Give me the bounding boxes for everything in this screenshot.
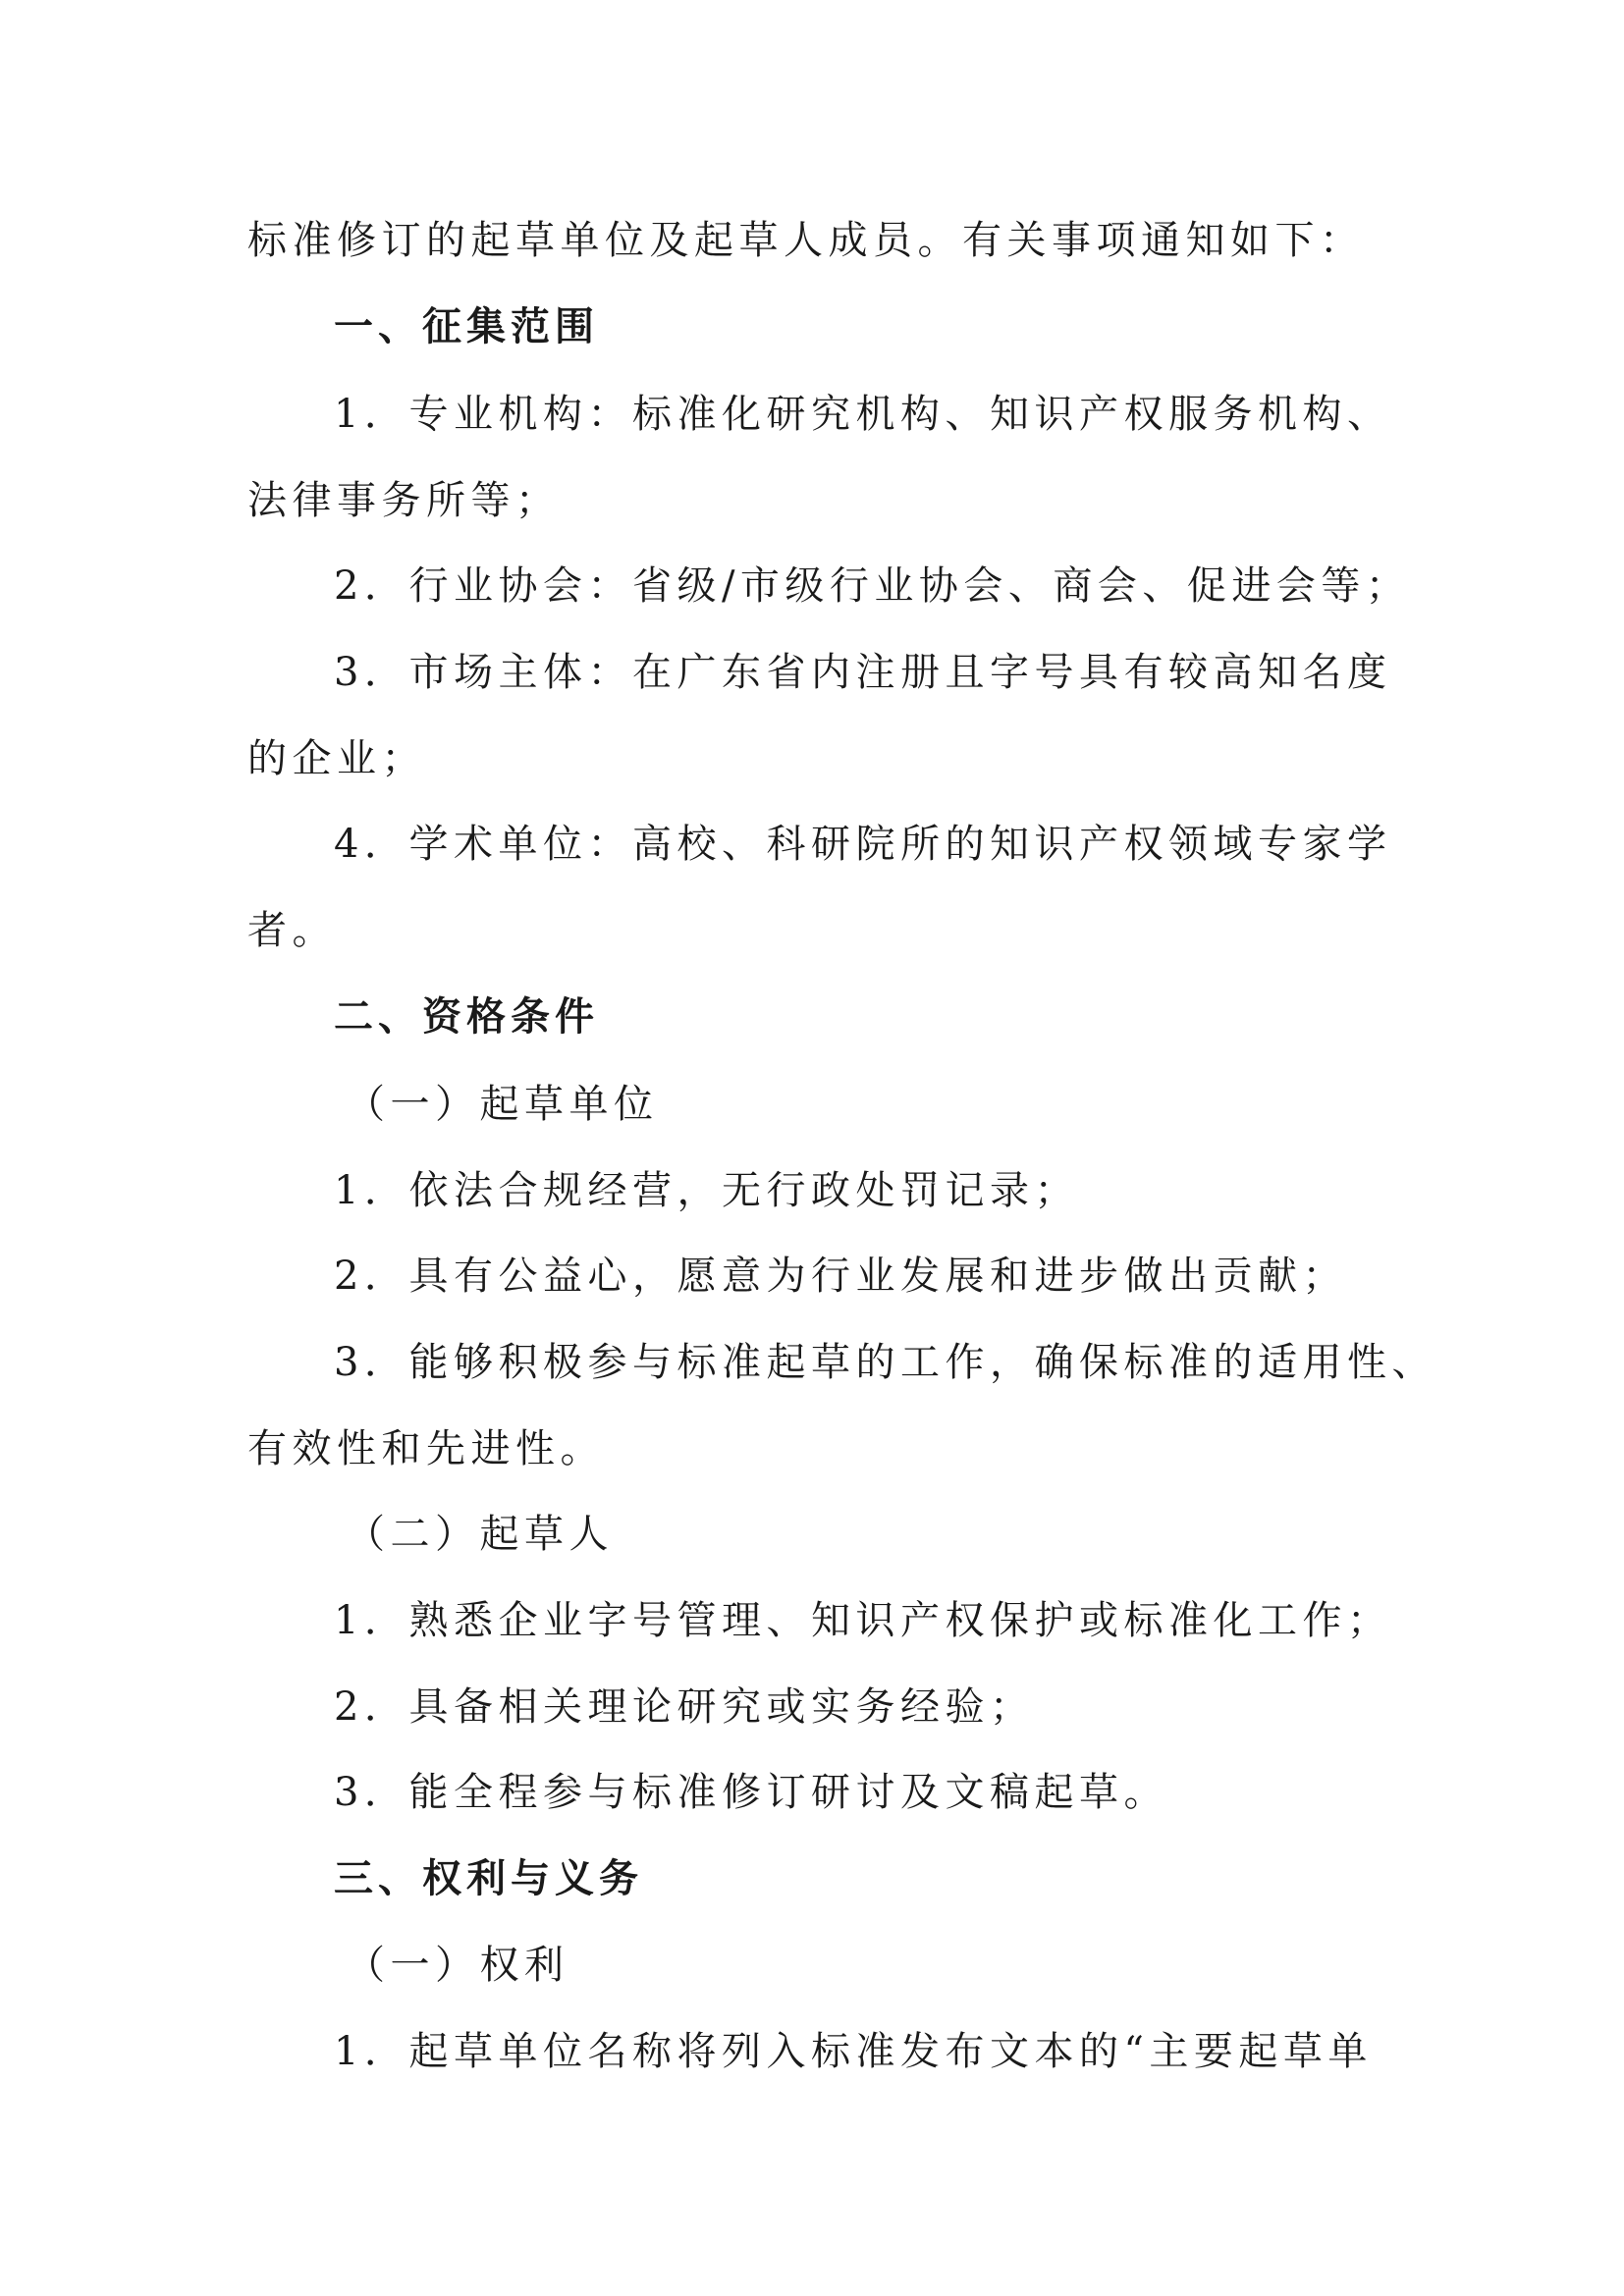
list-item-2-1-2: 2．具有公益心，愿意为行业发展和进步做出贡献； (334, 1254, 1347, 1299)
section-heading-1: 一、征集范围 (334, 304, 599, 349)
list-item-2-2-3: 3．能全程参与标准修订研讨及文稿起草。 (334, 1770, 1168, 1815)
list-item-3-1-1: 1．起草单位名称将列入标准发布文本的“主要起草单 (334, 2029, 1373, 2074)
list-item-2-2-2: 2．具备相关理论研究或实务经验； (334, 1684, 1035, 1730)
list-item-1-4: 4．学术单位：高校、科研院所的知识产权领域专家学 (334, 822, 1392, 867)
list-item-1-2: 2．行业协会：省级/市级行业协会、商会、促进会等； (334, 563, 1411, 609)
subsection-heading-2-1: （一）起草单位 (346, 1082, 659, 1127)
section-heading-3: 三、权利与义务 (334, 1856, 643, 1901)
list-item-2-1-3: 3．能够积极参与标准起草的工作，确保标准的适用性、 (334, 1340, 1436, 1385)
list-item-1-4-cont: 者。 (247, 908, 337, 953)
list-item-2-1-1: 1．依法合规经营，无行政处罚记录； (334, 1168, 1079, 1213)
subsection-heading-3-1: （一）权利 (346, 1943, 569, 1988)
list-item-2-2-1: 1．熟悉企业字号管理、知识产权保护或标准化工作； (334, 1598, 1392, 1643)
list-item-1-1: 1．专业机构：标准化研究机构、知识产权服务机构、 (334, 392, 1392, 437)
section-heading-2: 二、资格条件 (334, 994, 599, 1040)
list-item-2-1-3-cont: 有效性和先进性。 (247, 1426, 605, 1471)
list-item-1-3: 3．市场主体：在广东省内注册且字号具有较高知名度 (334, 650, 1392, 695)
list-item-1-3-cont: 的企业； (247, 736, 426, 781)
paragraph-continuation: 标准修订的起草单位及起草人成员。有关事项通知如下： (247, 218, 1365, 263)
list-item-1-1-cont: 法律事务所等； (247, 478, 561, 523)
subsection-heading-2-2: （二）起草人 (346, 1512, 614, 1557)
